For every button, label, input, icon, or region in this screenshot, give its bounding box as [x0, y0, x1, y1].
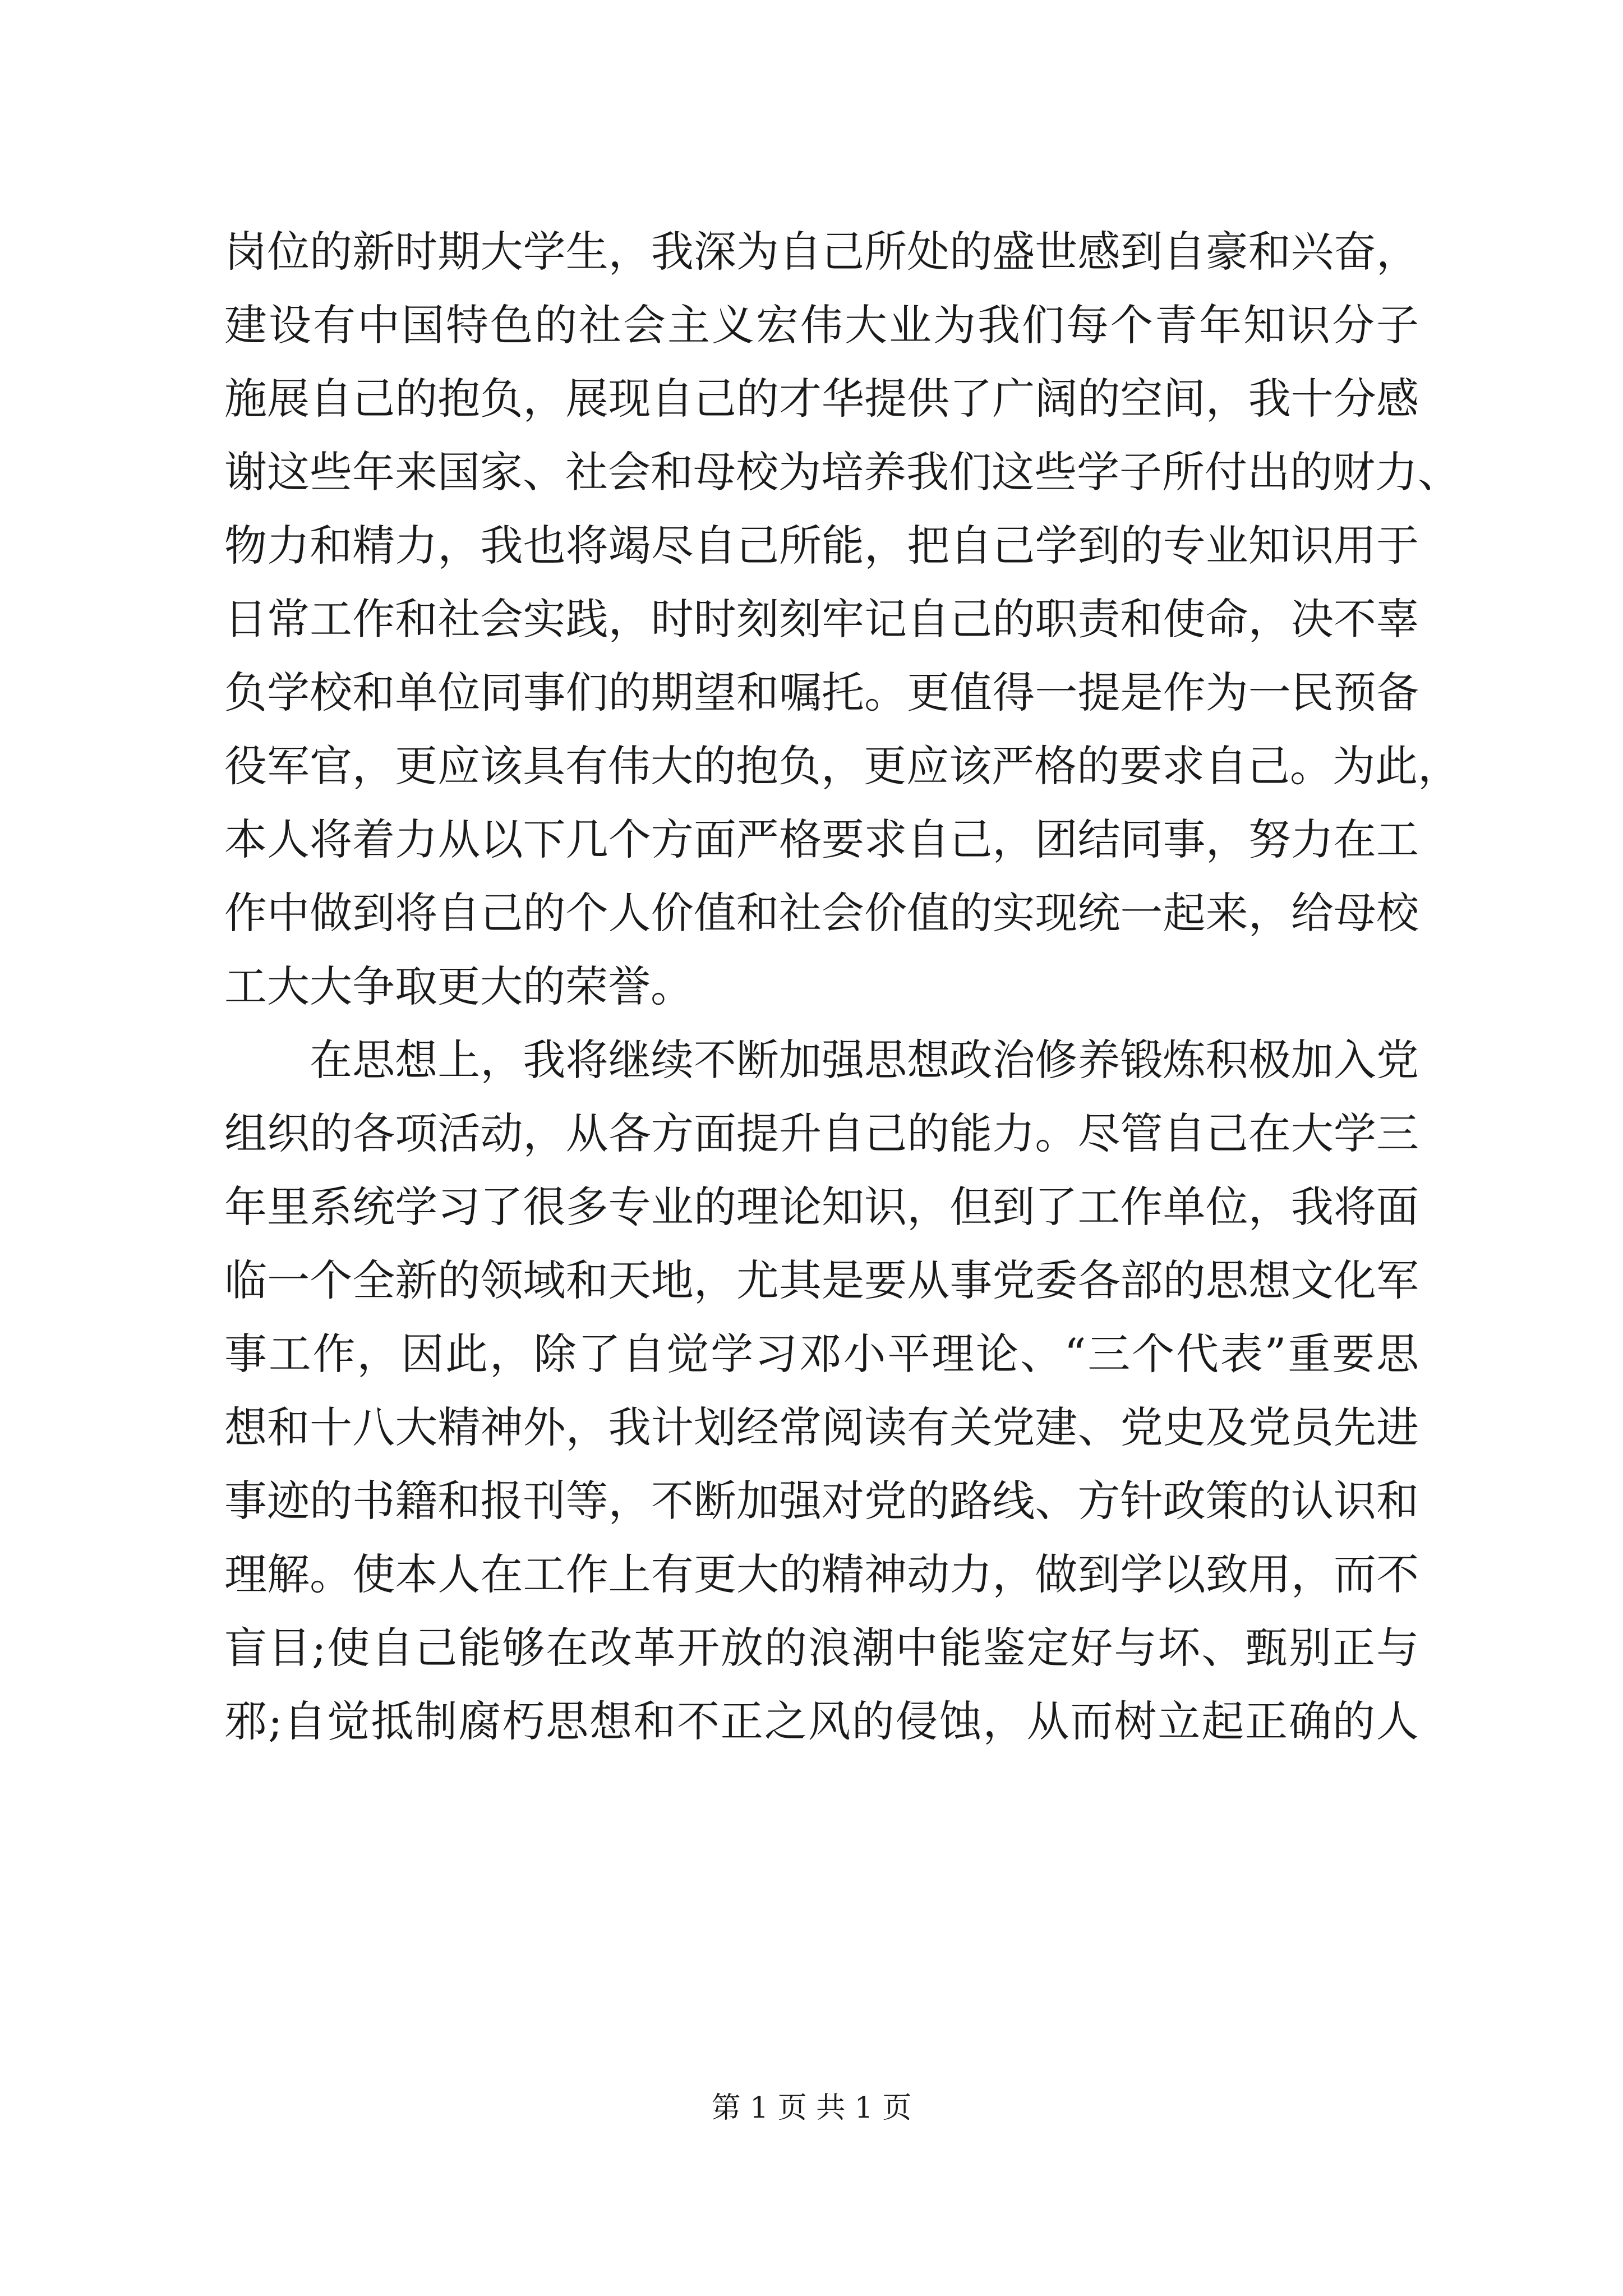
text-line: 本人将着力从以下几个方面严格要求自己，团结同事，努力在工 — [224, 815, 1419, 864]
text-line: 年里系统学习了很多专业的理论知识，但到了工作单位，我将面 — [224, 1182, 1419, 1232]
text-line: 理解。使本人在工作上有更大的精神动力，做到学以致用，而不 — [224, 1549, 1419, 1599]
paragraph-1 — [224, 215, 1460, 1023]
text-line: 盲目;使自己能够在改革开放的浪潮中能鉴定好与坏、甄别正与 — [224, 1623, 1419, 1673]
text-line: 组织的各项活动，从各方面提升自己的能力。尽管自己在大学三 — [224, 1108, 1419, 1158]
text-line: 物力和精力，我也将竭尽自己所能，把自己学到的专业知识用于 — [224, 521, 1419, 570]
text-line: 邪;自觉抵制腐朽思想和不正之风的侵蚀，从而树立起正确的人 — [224, 1696, 1419, 1746]
text-line: 事工作，因此，除了自觉学习邓小平理论、“三个代表”重要思 — [224, 1329, 1419, 1379]
text-line: 临一个全新的领域和天地，尤其是要从事党委各部的思想文化军 — [224, 1255, 1419, 1305]
text-line: 作中做到将自己的个人价值和社会价值的实现统一起来，给母校 — [224, 888, 1419, 938]
text-line: 岗位的新时期大学生，我深为自己所处的盛世感到自豪和兴奋， — [224, 227, 1419, 277]
body-text — [224, 215, 1460, 1758]
text-line: 负学校和单位同事们的期望和嘱托。更值得一提是作为一民预备 — [224, 668, 1419, 717]
page-number-label: 第 1 页 共 1 页 — [711, 2091, 912, 2125]
text-line: 役军官，更应该具有伟大的抱负，更应该严格的要求自己。为此， — [224, 741, 1460, 791]
text-line: 谢这些年来国家、社会和母校为培养我们这些学子所付出的财力、 — [224, 447, 1460, 497]
page-footer — [0, 2084, 1623, 2126]
text-line: 事迹的书籍和报刊等，不断加强对党的路线、方针政策的认识和 — [224, 1476, 1419, 1526]
text-line: 日常工作和社会实践，时时刻刻牢记自己的职责和使命，决不辜 — [224, 594, 1419, 644]
text-line: 工大大争取更大的荣誉。 — [224, 961, 693, 1011]
paragraph-2 — [224, 1023, 1419, 1758]
text-line: 建设有中国特色的社会主义宏伟大业为我们每个青年知识分子 — [224, 300, 1419, 350]
text-line: 想和十八大精神外，我计划经常阅读有关党建、党史及党员先进 — [224, 1402, 1419, 1452]
text-line: 施展自己的抱负，展现自己的才华提供了广阔的空间，我十分感 — [224, 374, 1419, 424]
text-line: 在思想上，我将继续不断加强思想政治修养锻炼积极加入党 — [310, 1035, 1419, 1085]
